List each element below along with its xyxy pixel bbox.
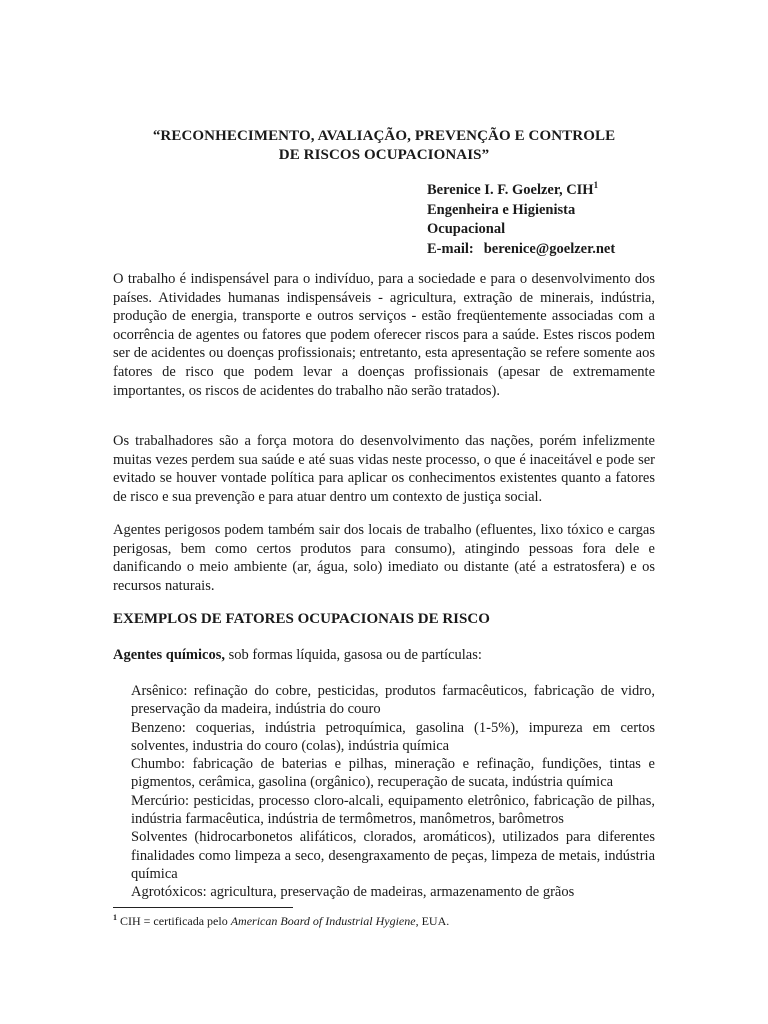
email-label: E-mail: bbox=[427, 240, 474, 257]
examples-list bbox=[131, 682, 655, 902]
footnote bbox=[113, 914, 449, 929]
footnote-marker: 1 bbox=[113, 913, 117, 922]
author-name-row bbox=[427, 181, 687, 201]
list-item: Benzeno: coquerias, indústria petroquímica, gasolina (1-5%), impureza em certos solventes, industria do couro (colas), indústria química bbox=[131, 719, 655, 754]
section-heading: EXEMPLOS DE FATORES OCUPACIONAIS DE RISCO bbox=[113, 611, 490, 627]
paragraph-3 bbox=[113, 521, 655, 595]
list-item: Agrotóxicos: agricultura, preservação de madeiras, armazenamento de grãos bbox=[131, 884, 575, 901]
intro-rest: sob formas líquida, gasosa ou de partículas: bbox=[224, 647, 482, 663]
author-email-row bbox=[427, 240, 687, 260]
footnote-org: American Board of Industrial Hygiene bbox=[230, 914, 416, 928]
author-role-line-2: Ocupacional bbox=[427, 221, 506, 237]
paragraph-1 bbox=[113, 270, 655, 400]
paragraph-text: Agentes perigosos podem também sair dos locais de trabalho (efluentes, lixo tóxico e cargas perigosas, bem como certos produtos para consumo), atingindo pessoas fora dele e danificando o meio ambiente (ar, água, solo) imediato ou distante (até a estratosfera) e os recursos naturais. bbox=[113, 522, 655, 594]
author-name: Berenice I. F. Goelzer, CIH bbox=[427, 182, 594, 198]
document-title bbox=[113, 127, 655, 165]
chemical-agents-intro bbox=[113, 646, 482, 665]
list-item: Arsênico: refinação do cobre, pesticidas, produtos farmacêuticos, fabricação de vidro, preservação da madeira, indústria do couro bbox=[131, 683, 655, 718]
title-line-1: “RECONHECIMENTO, AVALIAÇÃO, PREVENÇÃO E CONTROLE bbox=[152, 128, 616, 144]
paragraph-text: Os trabalhadores são a força motora do desenvolvimento das nações, porém infelizmente muitas vezes perdem sua saúde e até suas vidas neste processo, o que é inaceitável e pode ser evitado se houver vontade política para aplicar os conhecimentos existentes quanto a fatores de risco e sua prevenção e para atuar dentro um contexto de justiça social. bbox=[113, 433, 655, 505]
intro-bold-label: Agentes químicos, bbox=[113, 647, 225, 663]
footnote-prefix: CIH = certificada pelo bbox=[117, 914, 231, 928]
paragraph-2 bbox=[113, 432, 655, 506]
title-line-2: DE RISCOS OCUPACIONAIS” bbox=[278, 147, 490, 163]
paragraph-text: O trabalho é indispensável para o indivíduo, para a sociedade e para o desenvolvimento dos países. Atividades humanas indispensáveis - agricultura, extração de minerais, indústria, produção de energia, transporte e outros serviços - estão freqüentemente associadas com a ocorrência de agentes ou fatores que podem oferecer riscos para a saúde. Estes riscos podem ser de acidentes ou doenças profissionais; entretanto, esta apresentação se refere somente aos fatores de risco que podem levar a doenças profissionais (apesar de extremamente importantes, os riscos de acidentes do trabalho não serão tratados). bbox=[113, 271, 655, 399]
author-email-link[interactable]: berenice@goelzer.net bbox=[483, 240, 616, 257]
list-item: Mercúrio: pesticidas, processo cloro-alcali, equipamento eletrônico, fabricação de pilhas, indústria farmacêutica, indústria de termômetros, manômetros, barômetros bbox=[131, 792, 655, 828]
footnote-suffix: , EUA. bbox=[415, 914, 450, 928]
list-item: Solventes (hidrocarbonetos alifáticos, clorados, aromáticos), utilizados para diferentes finalidades como limpeza a seco, desengraxamento de peças, limpeza de metais, indústria química bbox=[131, 829, 655, 882]
footnote-divider bbox=[113, 907, 293, 908]
author-block bbox=[427, 181, 687, 259]
list-item: Chumbo: fabricação de baterias e pilhas, mineração e refinação, fundições, tintas e pigmentos, cerâmica, gasolina (orgânico), recuperação de sucata, indústria química bbox=[131, 756, 655, 791]
author-role-line-1: Engenheira e Higienista bbox=[427, 201, 576, 218]
author-footnote-marker: 1 bbox=[593, 180, 599, 190]
